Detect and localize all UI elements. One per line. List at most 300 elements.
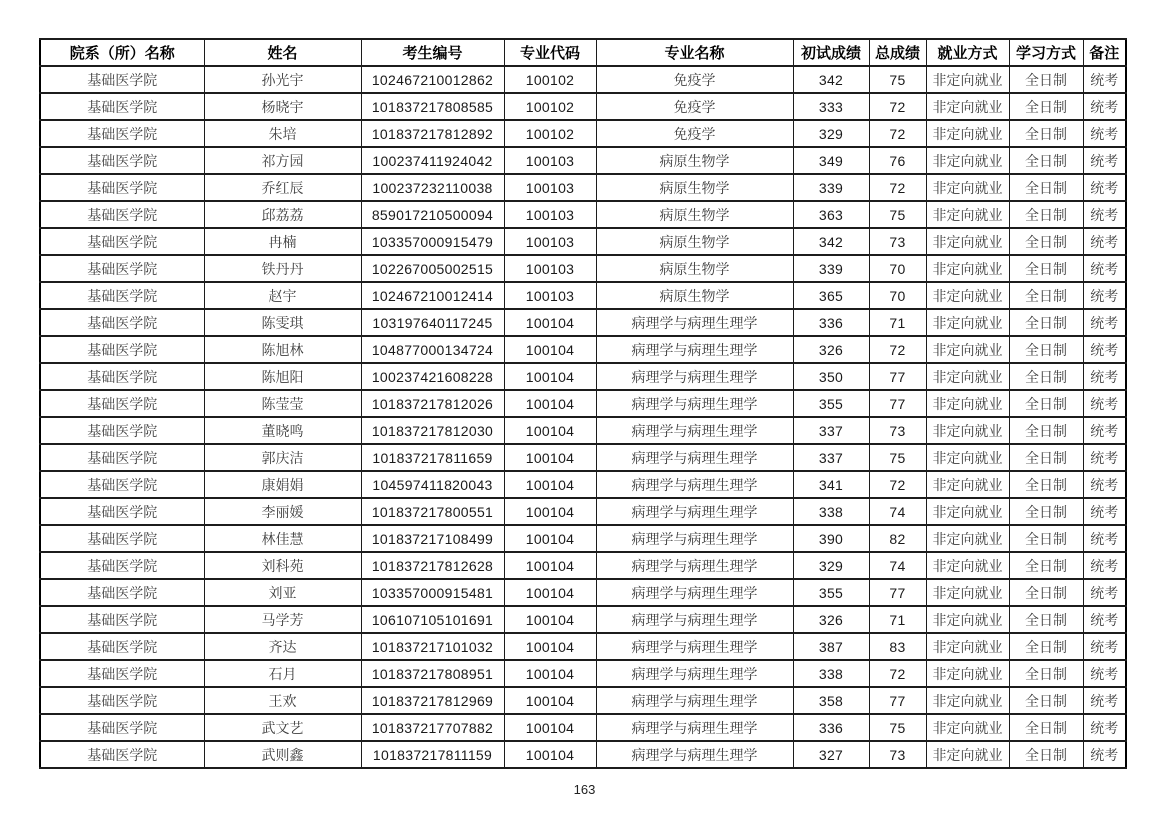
table-row (40, 120, 1126, 147)
col-header-name: 姓名 (204, 39, 361, 66)
cell-employment-type: 非定向就业 (926, 66, 1009, 93)
cell-study-mode: 全日制 (1009, 255, 1083, 282)
cell-initial-score: 363 (793, 201, 869, 228)
cell-major-code: 100104 (504, 417, 596, 444)
cell-employment-type: 非定向就业 (926, 498, 1009, 525)
cell-initial-score: 349 (793, 147, 869, 174)
cell-department: 基础医学院 (40, 282, 204, 309)
cell-employment-type: 非定向就业 (926, 579, 1009, 606)
cell-employment-type: 非定向就业 (926, 552, 1009, 579)
table-row (40, 66, 1126, 93)
cell-major-code: 100104 (504, 363, 596, 390)
cell-name: 陈旭林 (204, 336, 361, 363)
table-row (40, 525, 1126, 552)
cell-name: 乔红辰 (204, 174, 361, 201)
cell-major-name: 病理学与病理生理学 (596, 336, 793, 363)
cell-study-mode: 全日制 (1009, 687, 1083, 714)
cell-name: 林佳慧 (204, 525, 361, 552)
cell-major-name: 免疫学 (596, 66, 793, 93)
cell-initial-score: 326 (793, 606, 869, 633)
cell-candidate-number: 103197640117245 (361, 309, 504, 336)
cell-employment-type: 非定向就业 (926, 471, 1009, 498)
cell-major-code: 100104 (504, 633, 596, 660)
table-row (40, 390, 1126, 417)
cell-remark: 统考 (1083, 714, 1126, 741)
cell-major-code: 100104 (504, 714, 596, 741)
cell-major-code: 100104 (504, 498, 596, 525)
col-header-major-code: 专业代码 (504, 39, 596, 66)
cell-initial-score: 358 (793, 687, 869, 714)
cell-candidate-number: 101837217812969 (361, 687, 504, 714)
cell-initial-score: 355 (793, 579, 869, 606)
table-header (40, 39, 1126, 66)
cell-department: 基础医学院 (40, 93, 204, 120)
cell-employment-type: 非定向就业 (926, 633, 1009, 660)
cell-remark: 统考 (1083, 174, 1126, 201)
cell-major-code: 100104 (504, 741, 596, 768)
table-row (40, 93, 1126, 120)
cell-employment-type: 非定向就业 (926, 714, 1009, 741)
cell-name: 杨晓宇 (204, 93, 361, 120)
cell-major-code: 100102 (504, 120, 596, 147)
cell-study-mode: 全日制 (1009, 498, 1083, 525)
cell-employment-type: 非定向就业 (926, 174, 1009, 201)
cell-initial-score: 390 (793, 525, 869, 552)
header-row (40, 39, 1126, 66)
cell-major-code: 100103 (504, 147, 596, 174)
col-header-remark: 备注 (1083, 39, 1126, 66)
cell-candidate-number: 101837217707882 (361, 714, 504, 741)
cell-name: 刘亚 (204, 579, 361, 606)
cell-major-name: 病理学与病理生理学 (596, 309, 793, 336)
table-row (40, 147, 1126, 174)
table-row (40, 309, 1126, 336)
cell-study-mode: 全日制 (1009, 606, 1083, 633)
cell-name: 王欢 (204, 687, 361, 714)
cell-remark: 统考 (1083, 579, 1126, 606)
cell-remark: 统考 (1083, 444, 1126, 471)
cell-major-name: 病理学与病理生理学 (596, 633, 793, 660)
table-row (40, 201, 1126, 228)
cell-name: 赵宇 (204, 282, 361, 309)
cell-study-mode: 全日制 (1009, 147, 1083, 174)
cell-candidate-number: 101837217800551 (361, 498, 504, 525)
cell-total-score: 74 (869, 552, 926, 579)
cell-department: 基础医学院 (40, 417, 204, 444)
cell-employment-type: 非定向就业 (926, 660, 1009, 687)
cell-candidate-number: 104877000134724 (361, 336, 504, 363)
cell-initial-score: 350 (793, 363, 869, 390)
cell-remark: 统考 (1083, 282, 1126, 309)
cell-candidate-number: 100237411924042 (361, 147, 504, 174)
cell-candidate-number: 101837217101032 (361, 633, 504, 660)
table-row (40, 417, 1126, 444)
cell-name: 武则鑫 (204, 741, 361, 768)
cell-study-mode: 全日制 (1009, 633, 1083, 660)
cell-candidate-number: 101837217812030 (361, 417, 504, 444)
cell-candidate-number: 100237232110038 (361, 174, 504, 201)
cell-major-name: 免疫学 (596, 120, 793, 147)
cell-name: 武文艺 (204, 714, 361, 741)
cell-total-score: 76 (869, 147, 926, 174)
cell-major-code: 100104 (504, 606, 596, 633)
cell-remark: 统考 (1083, 498, 1126, 525)
cell-total-score: 74 (869, 498, 926, 525)
cell-major-name: 病理学与病理生理学 (596, 579, 793, 606)
cell-name: 石月 (204, 660, 361, 687)
cell-candidate-number: 102467210012862 (361, 66, 504, 93)
cell-remark: 统考 (1083, 93, 1126, 120)
cell-major-name: 病原生物学 (596, 174, 793, 201)
cell-candidate-number: 101837217811659 (361, 444, 504, 471)
cell-initial-score: 342 (793, 228, 869, 255)
cell-initial-score: 342 (793, 66, 869, 93)
cell-study-mode: 全日制 (1009, 120, 1083, 147)
cell-total-score: 75 (869, 444, 926, 471)
cell-candidate-number: 101837217812628 (361, 552, 504, 579)
cell-remark: 统考 (1083, 309, 1126, 336)
col-header-candidate-number: 考生编号 (361, 39, 504, 66)
cell-remark: 统考 (1083, 525, 1126, 552)
cell-department: 基础医学院 (40, 147, 204, 174)
cell-candidate-number: 103357000915479 (361, 228, 504, 255)
cell-department: 基础医学院 (40, 363, 204, 390)
cell-major-name: 病理学与病理生理学 (596, 390, 793, 417)
table-row (40, 363, 1126, 390)
table-row (40, 633, 1126, 660)
cell-study-mode: 全日制 (1009, 552, 1083, 579)
cell-total-score: 77 (869, 363, 926, 390)
cell-major-name: 病原生物学 (596, 255, 793, 282)
table-row (40, 687, 1126, 714)
cell-department: 基础医学院 (40, 255, 204, 282)
cell-remark: 统考 (1083, 120, 1126, 147)
cell-initial-score: 336 (793, 714, 869, 741)
cell-initial-score: 329 (793, 120, 869, 147)
cell-name: 祁方园 (204, 147, 361, 174)
cell-candidate-number: 101837217808585 (361, 93, 504, 120)
cell-total-score: 75 (869, 714, 926, 741)
table-row (40, 498, 1126, 525)
cell-major-code: 100103 (504, 228, 596, 255)
table-row (40, 471, 1126, 498)
cell-total-score: 72 (869, 336, 926, 363)
cell-total-score: 83 (869, 633, 926, 660)
cell-study-mode: 全日制 (1009, 336, 1083, 363)
col-header-initial-score: 初试成绩 (793, 39, 869, 66)
cell-total-score: 71 (869, 606, 926, 633)
cell-employment-type: 非定向就业 (926, 93, 1009, 120)
cell-employment-type: 非定向就业 (926, 309, 1009, 336)
cell-remark: 统考 (1083, 147, 1126, 174)
cell-candidate-number: 104597411820043 (361, 471, 504, 498)
cell-candidate-number: 101837217812892 (361, 120, 504, 147)
cell-department: 基础医学院 (40, 741, 204, 768)
cell-employment-type: 非定向就业 (926, 444, 1009, 471)
cell-major-name: 病理学与病理生理学 (596, 363, 793, 390)
cell-initial-score: 326 (793, 336, 869, 363)
cell-major-name: 病理学与病理生理学 (596, 606, 793, 633)
col-header-total-score: 总成绩 (869, 39, 926, 66)
cell-major-name: 病原生物学 (596, 282, 793, 309)
cell-name: 李丽媛 (204, 498, 361, 525)
cell-major-code: 100103 (504, 201, 596, 228)
cell-remark: 统考 (1083, 201, 1126, 228)
cell-initial-score: 336 (793, 309, 869, 336)
cell-employment-type: 非定向就业 (926, 687, 1009, 714)
cell-employment-type: 非定向就业 (926, 336, 1009, 363)
cell-name: 邱荔荔 (204, 201, 361, 228)
col-header-study-mode: 学习方式 (1009, 39, 1083, 66)
cell-candidate-number: 102267005002515 (361, 255, 504, 282)
cell-department: 基础医学院 (40, 309, 204, 336)
cell-department: 基础医学院 (40, 633, 204, 660)
table-row (40, 444, 1126, 471)
cell-remark: 统考 (1083, 390, 1126, 417)
cell-initial-score: 338 (793, 660, 869, 687)
table-row (40, 174, 1126, 201)
cell-department: 基础医学院 (40, 498, 204, 525)
cell-total-score: 72 (869, 471, 926, 498)
cell-department: 基础医学院 (40, 174, 204, 201)
cell-employment-type: 非定向就业 (926, 120, 1009, 147)
table-row (40, 282, 1126, 309)
col-header-employment-type: 就业方式 (926, 39, 1009, 66)
cell-initial-score: 339 (793, 174, 869, 201)
cell-major-code: 100104 (504, 687, 596, 714)
cell-total-score: 77 (869, 687, 926, 714)
cell-department: 基础医学院 (40, 120, 204, 147)
cell-major-code: 100102 (504, 93, 596, 120)
cell-major-code: 100104 (504, 579, 596, 606)
cell-employment-type: 非定向就业 (926, 525, 1009, 552)
cell-initial-score: 327 (793, 741, 869, 768)
table-row (40, 336, 1126, 363)
cell-candidate-number: 100237421608228 (361, 363, 504, 390)
cell-major-code: 100104 (504, 525, 596, 552)
cell-employment-type: 非定向就业 (926, 201, 1009, 228)
cell-total-score: 77 (869, 390, 926, 417)
cell-major-name: 病理学与病理生理学 (596, 498, 793, 525)
cell-study-mode: 全日制 (1009, 444, 1083, 471)
cell-name: 陈旭阳 (204, 363, 361, 390)
table-row (40, 579, 1126, 606)
cell-major-name: 病理学与病理生理学 (596, 417, 793, 444)
cell-candidate-number: 106107105101691 (361, 606, 504, 633)
cell-remark: 统考 (1083, 741, 1126, 768)
cell-total-score: 73 (869, 417, 926, 444)
cell-study-mode: 全日制 (1009, 741, 1083, 768)
cell-candidate-number: 101837217808951 (361, 660, 504, 687)
cell-study-mode: 全日制 (1009, 471, 1083, 498)
cell-study-mode: 全日制 (1009, 93, 1083, 120)
cell-remark: 统考 (1083, 606, 1126, 633)
cell-name: 董晓鸣 (204, 417, 361, 444)
cell-employment-type: 非定向就业 (926, 417, 1009, 444)
cell-remark: 统考 (1083, 660, 1126, 687)
cell-department: 基础医学院 (40, 228, 204, 255)
cell-major-name: 病理学与病理生理学 (596, 471, 793, 498)
cell-employment-type: 非定向就业 (926, 282, 1009, 309)
cell-major-code: 100103 (504, 174, 596, 201)
cell-department: 基础医学院 (40, 390, 204, 417)
cell-initial-score: 337 (793, 417, 869, 444)
table-row (40, 714, 1126, 741)
cell-department: 基础医学院 (40, 525, 204, 552)
cell-study-mode: 全日制 (1009, 660, 1083, 687)
cell-initial-score: 355 (793, 390, 869, 417)
cell-total-score: 70 (869, 282, 926, 309)
cell-remark: 统考 (1083, 687, 1126, 714)
cell-total-score: 72 (869, 660, 926, 687)
table-row (40, 228, 1126, 255)
cell-major-code: 100104 (504, 390, 596, 417)
cell-name: 铁丹丹 (204, 255, 361, 282)
cell-department: 基础医学院 (40, 444, 204, 471)
cell-major-name: 病原生物学 (596, 228, 793, 255)
cell-study-mode: 全日制 (1009, 66, 1083, 93)
cell-department: 基础医学院 (40, 336, 204, 363)
cell-name: 陈雯琪 (204, 309, 361, 336)
cell-total-score: 73 (869, 228, 926, 255)
cell-major-name: 病理学与病理生理学 (596, 552, 793, 579)
cell-initial-score: 337 (793, 444, 869, 471)
cell-total-score: 77 (869, 579, 926, 606)
admission-results-table (39, 38, 1127, 769)
cell-initial-score: 338 (793, 498, 869, 525)
cell-major-name: 病理学与病理生理学 (596, 525, 793, 552)
cell-department: 基础医学院 (40, 660, 204, 687)
cell-candidate-number: 101837217108499 (361, 525, 504, 552)
cell-name: 刘科苑 (204, 552, 361, 579)
cell-major-name: 病原生物学 (596, 201, 793, 228)
table-row (40, 552, 1126, 579)
table-row (40, 660, 1126, 687)
cell-total-score: 75 (869, 66, 926, 93)
cell-name: 马学芳 (204, 606, 361, 633)
cell-candidate-number: 101837217811159 (361, 741, 504, 768)
cell-study-mode: 全日制 (1009, 174, 1083, 201)
cell-candidate-number: 101837217812026 (361, 390, 504, 417)
cell-study-mode: 全日制 (1009, 525, 1083, 552)
cell-candidate-number: 102467210012414 (361, 282, 504, 309)
cell-total-score: 72 (869, 174, 926, 201)
cell-department: 基础医学院 (40, 606, 204, 633)
cell-remark: 统考 (1083, 336, 1126, 363)
cell-major-code: 100104 (504, 309, 596, 336)
cell-study-mode: 全日制 (1009, 282, 1083, 309)
cell-major-code: 100102 (504, 66, 596, 93)
cell-major-code: 100103 (504, 282, 596, 309)
table-row (40, 606, 1126, 633)
cell-remark: 统考 (1083, 228, 1126, 255)
cell-initial-score: 387 (793, 633, 869, 660)
cell-remark: 统考 (1083, 633, 1126, 660)
cell-name: 陈莹莹 (204, 390, 361, 417)
col-header-major-name: 专业名称 (596, 39, 793, 66)
cell-major-name: 病理学与病理生理学 (596, 714, 793, 741)
cell-name: 郭庆洁 (204, 444, 361, 471)
cell-major-name: 病理学与病理生理学 (596, 687, 793, 714)
cell-total-score: 72 (869, 120, 926, 147)
cell-remark: 统考 (1083, 255, 1126, 282)
cell-major-name: 病理学与病理生理学 (596, 741, 793, 768)
cell-name: 冉楠 (204, 228, 361, 255)
cell-name: 齐达 (204, 633, 361, 660)
cell-total-score: 82 (869, 525, 926, 552)
cell-major-name: 病理学与病理生理学 (596, 444, 793, 471)
table-row (40, 741, 1126, 768)
cell-major-code: 100104 (504, 336, 596, 363)
cell-name: 孙光宇 (204, 66, 361, 93)
cell-total-score: 70 (869, 255, 926, 282)
cell-major-name: 病理学与病理生理学 (596, 660, 793, 687)
cell-initial-score: 333 (793, 93, 869, 120)
table-row (40, 255, 1126, 282)
table-body (40, 66, 1126, 768)
results-table-container (39, 38, 1127, 769)
cell-employment-type: 非定向就业 (926, 390, 1009, 417)
cell-remark: 统考 (1083, 471, 1126, 498)
cell-employment-type: 非定向就业 (926, 228, 1009, 255)
cell-department: 基础医学院 (40, 579, 204, 606)
cell-department: 基础医学院 (40, 471, 204, 498)
cell-employment-type: 非定向就业 (926, 606, 1009, 633)
cell-employment-type: 非定向就业 (926, 255, 1009, 282)
cell-name: 朱培 (204, 120, 361, 147)
cell-study-mode: 全日制 (1009, 579, 1083, 606)
cell-initial-score: 339 (793, 255, 869, 282)
cell-employment-type: 非定向就业 (926, 363, 1009, 390)
cell-study-mode: 全日制 (1009, 309, 1083, 336)
cell-study-mode: 全日制 (1009, 714, 1083, 741)
cell-department: 基础医学院 (40, 66, 204, 93)
cell-remark: 统考 (1083, 417, 1126, 444)
cell-total-score: 73 (869, 741, 926, 768)
cell-study-mode: 全日制 (1009, 201, 1083, 228)
cell-department: 基础医学院 (40, 714, 204, 741)
cell-initial-score: 341 (793, 471, 869, 498)
cell-major-name: 免疫学 (596, 93, 793, 120)
cell-total-score: 75 (869, 201, 926, 228)
cell-study-mode: 全日制 (1009, 390, 1083, 417)
cell-remark: 统考 (1083, 363, 1126, 390)
cell-major-code: 100104 (504, 660, 596, 687)
cell-name: 康娟娟 (204, 471, 361, 498)
col-header-department: 院系（所）名称 (40, 39, 204, 66)
cell-major-code: 100103 (504, 255, 596, 282)
cell-major-code: 100104 (504, 552, 596, 579)
cell-employment-type: 非定向就业 (926, 741, 1009, 768)
page-number: 163 (573, 782, 596, 797)
cell-department: 基础医学院 (40, 201, 204, 228)
cell-major-name: 病原生物学 (596, 147, 793, 174)
cell-study-mode: 全日制 (1009, 228, 1083, 255)
cell-remark: 统考 (1083, 66, 1126, 93)
cell-remark: 统考 (1083, 552, 1126, 579)
cell-employment-type: 非定向就业 (926, 147, 1009, 174)
cell-candidate-number: 859017210500094 (361, 201, 504, 228)
cell-total-score: 71 (869, 309, 926, 336)
cell-major-code: 100104 (504, 471, 596, 498)
cell-initial-score: 365 (793, 282, 869, 309)
cell-department: 基础医学院 (40, 687, 204, 714)
cell-study-mode: 全日制 (1009, 417, 1083, 444)
cell-study-mode: 全日制 (1009, 363, 1083, 390)
cell-total-score: 72 (869, 93, 926, 120)
cell-department: 基础医学院 (40, 552, 204, 579)
cell-initial-score: 329 (793, 552, 869, 579)
